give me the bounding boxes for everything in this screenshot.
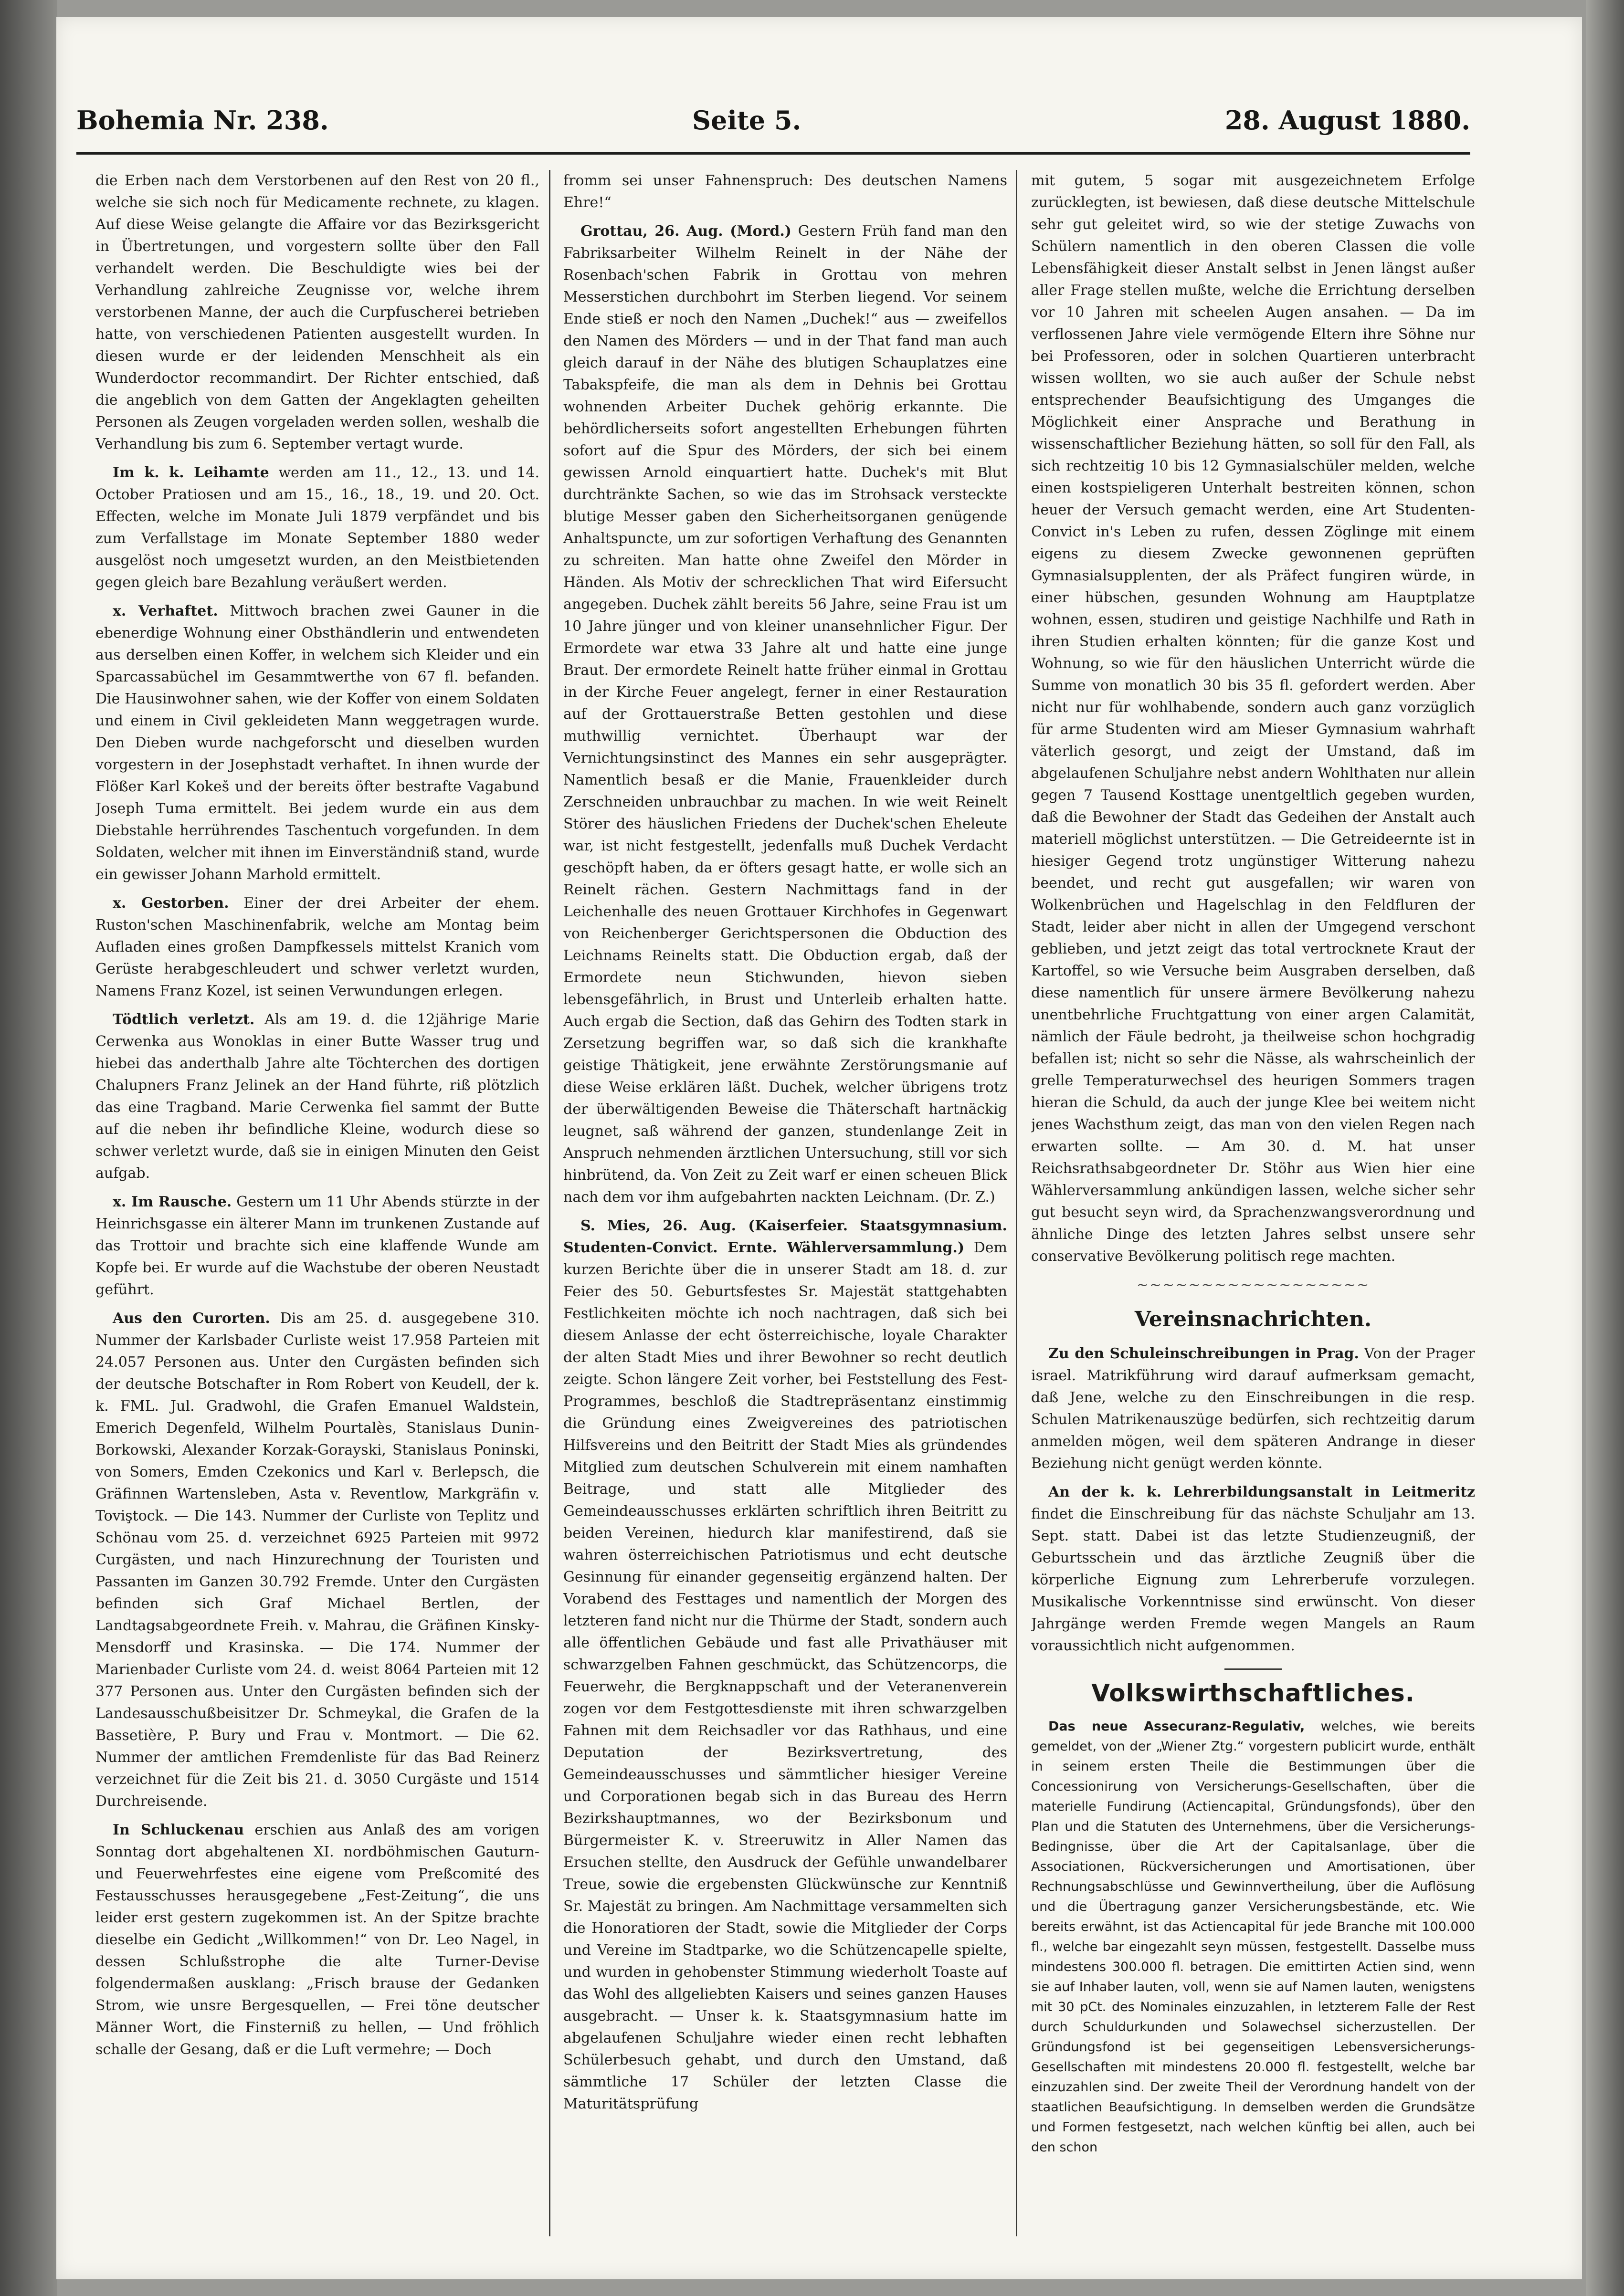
paragraph-text: mit gutem, 5 sogar mit ausgezeichnetem Erfolge zurücklegten, ist bewiesen, daß diese deutsche Mittelschule sehr gut geleitet wird, so wie der stetige Zuwachs von Schülern namentlich in den oberen Classen die volle Lebensfähigkeit dieser Anstalt selbst in Jenen längst außer aller Frage stellen mußte, welche die Errichtung derselben vor 10 Jahren mit scheelen Augen ansahen. — Da im verflossenen Jahre viele vermögende Eltern ihre Söhne nur bei Professoren, oder in solchen Quartieren unterbracht wissen wollten, wo sie auch außer der Schule nebst entsprechender Beaufsichtigung des Umganges die Möglichkeit einer Ansprache und Berathung in wissenschaftlicher Beziehung hätten, so soll für den Fall, als sich rechtzeitig 10 bis 12 Gymnasialschüler melden, welche einen kostspieligeren Unterhalt bestreiten können, schon heuer der Versuch gemacht werden, eine Art Studenten-Convict in's Leben zu rufen, dessen Zöglinge mit einem eigens zu diesem Zwecke gewonnenen geprüften Gymnasialsupplenten, der als Präfect fungiren würde, in einer hübschen, gesunden Wohnung am Hauptplatze wohnen, essen, studiren und geistige Nachhilfe und Rath in ihren Studien erhalten könnten; für die ganze Kost und Wohnung, so wie für den häuslichen Unterricht würde die Summe von monatlich 30 bis 35 fl. gefordert werden. Aber nicht nur für wohlhabende, sondern auch ganz vorzüglich für arme Studenten wird am Mieser Gymnasium wahrhaft väterlich gesorgt, und zeigt der Umstand, daß im abgelaufenen Schuljahre nebst andern Wohlthaten nur allein gegen 7 Tausend Kosttage unentgeltlich gegeben wurden, daß die Bewohner der Stadt das Gedeihen der Anstalt auch materiell möglichst unterstützen. — Die Getreideernte ist in hiesiger Gegend trotz ungünstiger Witterung nahezu beendet, und recht gut ausgefallen; wir waren von Wolkenbrüchen und Hagelschlag in den Feldfluren der Stadt, leider aber nicht in allen der Umgegend verschont geblieben, und jetzt zeigt das total vertrocknete Kraut der Kartoffel, so wie Versuche beim Ausgraben derselben, daß diese namentlich für unsere ärmere Bevölkerung nahezu unentbehrliche Fruchtgattung von einer argen Calamität, nämlich der Fäule bedroht, ja theilweise schon hochgradig befallen ist; nicht so sehr die Nässe, als wahrscheinlich der grelle Temperaturwechsel des heurigen Sommers tragen hieran die Schuld, da auch der junge Klee bei weitem nicht jenes Wachsthum zeigt, das man von den vielen Regen nach erwarten sollte. — Am 30. d. M. hat unser Reichsrathsabgeordneter Dr. Stöhr aus Wien hier eine Wählerversammlung ankündigen lassen, welche sicher sehr gut besucht seyn wird, da Sprachenzwangsverordnung und ähnliche Dinge des letzten Jahres selbst unsere sehr conservative Bevölkerung politisch rege machten. [1031, 172, 1475, 1265]
paragraph-text: Als am 19. d. die 12jährige Marie Cerwenka aus Wonoklas in einer Butte Wasser trug und hiebei das anderthalb Jahre alte Töchterchen des dortigen Chalupners Franz Jelinek an der Hand führte, riß plötzlich das eine Tragband. Marie Cerwenka fiel sammt der Butte auf die neben ihr befindliche Kleine, wodurch diese so schwer verletzt wurde, daß sie in einigen Minuten den Geist aufgab. [95, 1011, 539, 1182]
paragraph-text: findet die Einschreibung für das nächste Schuljahr am 13. Sept. statt. Dabei ist das letzte Studienzeugniß, der Geburtsschein und das ärztliche Zeugniß über die körperliche Eignung zum Lehrerberufe vorzulegen. Musikalische Vorkenntnisse sind erwünscht. Von dieser Jahrgänge werden Fremde wegen Mangels an Raum voraussichtlich nicht aufgenommen. [1031, 1506, 1475, 1654]
paragraph-lead: x. Verhaftet. [113, 603, 218, 619]
column-divider [1016, 170, 1017, 2236]
article-paragraph [95, 1308, 539, 1813]
article-paragraph [95, 1009, 539, 1185]
article-paragraph [95, 1191, 539, 1301]
paragraph-lead: Zu den Schuleinschreibungen in Prag. [1048, 1345, 1359, 1362]
paragraph-text: Gestern Früh fand man den Fabriksarbeiter Wilhelm Reinelt in der Nähe der Rosenbach'schen Fabrik in Grottau von mehren Messerstichen durchbohrt im Sterben liegend. Vor seinem Ende stieß er noch den Namen „Duchek!“ aus — zweifellos den Namen des Mörders — und in der That fand man auch gleich darauf in der Nähe des blutigen Schauplatzes eine Tabakspfeife, die man als dem in Dehnis bei Grottau wohnenden Arbeiter Duchek gehörig erkannte. Die behördlicherseits sofort angestellten Erhebungen führten sofort auf die Spur des Mörders, der sich bei einem gewissen Arnold einquartiert hatte. Duchek's mit Blut durchtränkte Sachen, so wie das im Strohsack versteckte blutige Messer gaben den Sicherheitsorganen genügende Anhaltspuncte, um zur sofortigen Verhaftung des Genannten zu schreiten. Man hatte ohne Zweifel den Mörder in Händen. Als Motiv der schrecklichen That wird Eifersucht angegeben. Duchek zählt bereits 56 Jahre, seine Frau ist um 10 Jahre jünger und von kleiner unansehnlicher Figur. Der Ermordete war etwa 33 Jahre alt und hatte eine junge Braut. Der ermordete Reinelt hatte früher einmal in Grottau in der Kirche Feuer angelegt, ferner in einer Restauration auf der Grottauerstraße Betten gestohlen und diese muthwillig vernichtet. Überhaupt war der Vernichtungsinstinct des Mannes ein sehr ausgeprägter. Namentlich besaß er die Manie, Frauenkleider durch Zerschneiden unbrauchbar zu machen. In wie weit Reinelt Störer des häuslichen Friedens der Duchek'schen Eheleute war, ist nicht festgestellt, jedenfalls muß Duchek Verdacht geschöpft haben, da er öfters gesagt hatte, er wolle sich an Reinelt rächen. Gestern Nachmittags fand in der Leichenhalle des neuen Grottauer Kirchhofes in Gegenwart von Reichenberger Gerichtspersonen die Obduction des Leichnams Reinelts statt. Die Obduction ergab, daß der Ermordete neun Stichwunden, hievon sieben lebensgefährlich, in Brust und Unterleib erhalten hatte. Auch ergab die Section, daß das Gehirn des Todten stark in Zersetzung begriffen war, so daß sich die krankhafte geistige Thätigkeit, jene erwähnte Zerstörungsmanie auf diese Weise erklären läßt. Duchek, welcher übrigens trotz der überwältigenden Beweise die Thäterschaft hartnäckig leugnet, saß während der ganzen, stundenlange Zeit in Anspruch nehmenden ärztlichen Untersuchung, still vor sich hinbrütend, da. Von Zeit zu Zeit warf er einen scheuen Blick nach dem vor ihm aufgebahrten nackten Leichnam. (Dr. Z.) [563, 223, 1007, 1206]
article-paragraph [1031, 1481, 1475, 1657]
newspaper-title: Bohemia Nr. 238. [76, 105, 329, 136]
article-paragraph [563, 220, 1007, 1208]
paragraph-lead: Im k. k. Leihamte [113, 464, 269, 481]
paragraph-text: welches, wie bereits gemeldet, von der „Wiener Ztg.“ vorgestern publicirt wurde, enthält in seinem ersten Theile die Bestimmungen über die Concessionirung von Versicherungs-Gesellschaften, über die materielle Fundirung (Actiencapital, Gründungsfonds), über den Plan und die Statuten des Unternehmens, über die Versicherungs-Bedingnisse, über die Art der Capitalsanlage, über die Associationen, Rückversicherungen und Amortisationen, über Rechnungsabschlüsse und Gewinnvertheilung, über die Auflösung und die Übertragung ganzer Versicherungsbestände, etc. Wie bereits erwähnt, ist das Actiencapital für jede Branche mit 100.000 fl., welche bar eingezahlt seyn müssen, festgestellt. Dasselbe muss mindestens 300.000 fl. betragen. Die emittirten Actien sind, wenn sie auf Inhaber lauten, voll, wenn sie auf Namen lauten, wenigstens mit 30 pCt. des Nominales einzuzahlen, in letzterem Falle der Rest durch Schuldurkunden und Solawechsel sicherzustellen. Der Gründungsfond ist bei gegenseitigen Lebensversicherungs-Gesellschaften mit mindestens 20.000 fl. festgestellt, welche bar einzuzahlen sind. Der zweite Theil der Verordnung handelt von der staatlichen Beaufsichtigung. In demselben werden die Grundsätze und Formen festgesetzt, nach welchen künftig bei allen, auch bei den schon [1031, 1719, 1475, 2155]
paragraph-lead: Aus den Curorten. [113, 1310, 270, 1327]
paragraph-lead: In Schluckenau [113, 1822, 244, 1838]
section-divider [1224, 1668, 1282, 1670]
scan-edge-left [0, 0, 57, 2296]
paragraph-text: werden am 11., 12., 13. und 14. October Pratiosen und am 15., 16., 18., 19. und 20. Oct. Effecten, welche im Monate Juli 1879 verpfändet und bis zum Verfallstage im Monate September 1880 weder ausgelöst noch umgesetzt wurden, an den Meistbietenden gegen gleich bare Bezahlung veräußert werden. [95, 464, 539, 591]
wavy-divider: ~~~~~~~~~~~~~~~~~~ [1136, 1277, 1370, 1293]
column-left [95, 170, 539, 2236]
paragraph-text: Dem kurzen Berichte über die in unserer Stadt am 18. d. zur Feier des 50. Geburtsfestes Sr. Majestät stattgehabten Festlichkeiten möchte ich noch nachtragen, daß sich bei diesem Anlasse der echt österreichische, loyale Charakter der alten Stadt Mies und ihrer Bewohner so recht deutlich zeigte. Schon längere Zeit vorher, bei Feststellung des Fest-Programmes, beschloß die Stadtrepräsentanz einstimmig die Gründung eines Zweigvereines des patriotischen Hilfsvereins und den Beitritt der Stadt Mies als gründendes Mitglied zum deutschen Schulverein mit einem namhaften Beitrage, und statt alle Mitglieder des Gemeindeausschusses erklärten schriftlich ihren Beitritt zu beiden Vereinen, hiedurch klar manifestirend, daß sie wahren österreichischen Patriotismus und echt deutsche Gesinnung für einander gegenseitig ergänzend halten. Der Vorabend des Festtages und namentlich der Morgen des letzteren fand nicht nur die Thürme der Stadt, sondern auch alle öffentlichen Gebäude und fast alle Privathäuser mit schwarzgelben Fahnen geschmückt, das Schützencorps, die Feuerwehr, die Bergknappschaft und der Veteranenverein zogen vor dem Festgottesdienste mit ihren schwarzgelben Fahnen mit dem Reichsadler vor das Rathhaus, und eine Deputation der Bezirksvertretung, des Gemeindeausschusses und sämmtlicher hiesiger Vereine und Corporationen begab sich in das Bureau des Herrn Bezirkshauptmannes, wo der Bezirksbonum und Bürgermeister K. v. Streeruwitz in Aller Namen das Ersuchen stellte, den Ausdruck der Gefühle unwandelbarer Treue, sowie die ergebensten Glückwünsche zur Kenntniß Sr. Majestät zu bringen. Am Nachmittage versammelten sich die Honoratioren der Stadt, sowie die Mitglieder der Corps und Vereine im Stadtparke, wo die Schützencapelle spielte, und wurden in gehobenster Stimmung wiederholt Toaste auf das Wohl des allgeliebten Kaisers und seines ganzen Hauses ausgebracht. — Unser k. k. Staatsgymnasium hatte im abgelaufenen Schuljahre wieder einen recht lebhaften Schülerbesuch gehabt, und durch den Umstand, daß sämmtliche 17 Schüler der letzten Classe die Maturitätsprüfung [563, 1239, 1007, 2112]
paragraph-text: Von der Prager israel. Matrikführung wird darauf aufmerksam gemacht, daß Jene, welche zu den Einschreibungen in die resp. Schulen Matrikenauszüge bedürfen, sich rechtzeitig darum anmelden mögen, weil dem späteren Andrange in dieser Beziehung nicht genügt werden könnte. [1031, 1345, 1475, 1472]
column-middle [563, 170, 1007, 2236]
article-paragraph [563, 1215, 1007, 2115]
paragraph-lead: Das neue Assecuranz-Regulativ, [1048, 1719, 1305, 1734]
article-paragraph [95, 1819, 539, 2061]
paragraph-lead: Grottau, 26. Aug. (Mord.) [580, 223, 791, 240]
column-right [1031, 170, 1475, 2236]
article-paragraph [95, 892, 539, 1002]
paragraph-lead: S. Mies, 26. Aug. (Kaiserfeier. Staatsgymnasium. Studenten-Convict. Ernte. Wählerversammlung.) [563, 1217, 1007, 1256]
issue-date: 28. August 1880. [1224, 105, 1470, 136]
paragraph-lead: An der k. k. Lehrerbildungsanstalt in Leitmeritz [1048, 1484, 1475, 1500]
paragraph-text: Mittwoch brachen zwei Gauner in die ebenerdige Wohnung einer Obsthändlerin und entwendeten aus derselben einen Koffer, in welchem sich Kleider und ein Sparcassabüchel im Gesammtwerthe von 67 fl. befanden. Die Hausinwohner sahen, wie der Koffer von einem Soldaten und einem in Civil gekleideten Mann weggetragen wurde. Den Dieben wurde nachgeforscht und dieselben wurden vorgestern in der Josephstadt verhaftet. In ihnen wurde der Flößer Karl Kokeš und der bereits öfter bestrafte Vagabund Joseph Tuma ermittelt. Bei jedem wurde ein aus dem Diebstahle herrührendes Taschentuch vorgefunden. In dem Soldaten, welcher mit ihnen im Einverständniß stand, wurde ein gewisser Johann Marhold ermittelt. [95, 603, 539, 883]
paragraph-text: Einer der drei Arbeiter der ehem. Ruston'schen Maschinenfabrik, welche am Montag beim Aufladen eines großen Dampfkessels mittelst Kranich vom Gerüste herabgeschleudert und schwer verletzt wurden, Namens Franz Kozel, ist seinen Verwundungen erlegen. [95, 895, 539, 999]
paragraph-lead: Tödtlich verletzt. [113, 1011, 255, 1028]
section-heading-volkswirthschaftliches: Volkswirthschaftliches. [1091, 1679, 1415, 1707]
article-paragraph [95, 600, 539, 886]
article-paragraph [563, 170, 1007, 214]
page-number: Seite 5. [692, 105, 801, 136]
masthead-rule [76, 152, 1470, 155]
article-paragraph [1031, 1717, 1475, 2158]
masthead [76, 95, 1470, 153]
paragraph-text: fromm sei unser Fahnenspruch: Des deutschen Namens Ehre!“ [563, 172, 1007, 211]
paragraph-text: Gestern um 11 Uhr Abends stürzte in der Heinrichsgasse ein älterer Mann im trunkenen Zustande auf das Trottoir und brachte sich eine klaffende Wunde am Kopfe bei. Er wurde auf die Wachstube der oberen Neustadt geführt. [95, 1194, 539, 1298]
paragraph-lead: x. Gestorben. [113, 895, 229, 912]
article-paragraph [95, 462, 539, 594]
column-divider [549, 170, 550, 2236]
paragraph-text: erschien aus Anlaß des am vorigen Sonntag dort abgehaltenen XI. nordböhmischen Gauturn- und Feuerwehrfestes eine eigene vom Preßcomité des Festausschusses herausgegebene „Fest-Zeitung“, die uns leider erst gestern zugekommen ist. An der Spitze brachte dieselbe ein Gedicht „Willkommen!“ von Dr. Leo Nagel, in dessen Schlußstrophe die alte Turner-Devise folgendermaßen ausklang: „Frisch brause der Gedanken Strom, wie unsre Bergesquellen, — Frei töne deutscher Männer Wort, die Finsterniß zu hellen, — Und fröhlich schalle der Gesang, daß er die Luft vermehre; — Doch [95, 1822, 539, 2058]
article-paragraph [95, 170, 539, 455]
article-paragraph [1031, 170, 1475, 1268]
article-paragraph [1031, 1343, 1475, 1475]
scan-edge-right [1586, 0, 1624, 2296]
paragraph-text: Dis am 25. d. ausgegebene 310. Nummer der Karlsbader Curliste weist 17.958 Parteien mit 24.057 Personen aus. Unter den Curgästen befinden sich der deutsche Botschafter in Rom Robert von Keudell, der k. k. FML. Jul. Gradwohl, die Grafen Emanuel Waldstein, Emerich Degenfeld, Wilhelm Pourtalès, Stanislaus Dunin-Borkowski, Alexander Korzak-Gorayski, Stanislaus Poninski, von Somers, Emden Czekonics und Karl v. Berlepsch, die Gräfinnen Wartensleben, Asta v. Reventlow, Markgräfin v. Toviştock. — Die 143. Nummer der Curliste von Teplitz und Schönau vom 25. d. verzeichnet 6925 Parteien mit 9972 Curgästen, und nach Hinzurechnung der Touristen und Passanten im Ganzen 30.792 Fremde. Unter den Curgästen befinden sich Graf Michael Bertlen, der Landtagsabgeordnete Freih. v. Mahrau, die Gräfinen Kinsky-Mensdorff und Krasinska. — Die 174. Nummer der Marienbader Curliste vom 24. d. weist 8064 Parteien mit 12 377 Personen aus. Unter den Curgästen befinden sich der Landesausschußbeisitzer Dr. Schmeykal, die Grafen de la Bassetière, P. Bury und Frau v. Montmort. — Die 62. Nummer der amtlichen Fremdenliste für das Bad Reinerz verzeichnet für die Zeit bis 21. d. 3050 Curgäste und 1514 Durchreisende. [95, 1310, 539, 1810]
section-heading-vereinsnachrichten: Vereinsnachrichten. [1134, 1307, 1372, 1331]
paragraph-text: die Erben nach dem Verstorbenen auf den Rest von 20 fl., welche sie sich noch für Medicamente rechnete, zu klagen. Auf diese Weise gelangte die Affaire vor das Bezirksgericht in Übertretungen, und vorgestern sollte über den Fall verhandelt werden. Die Beschuldigte wies bei der Verhandlung zahlreiche Zeugnisse vor, welche ihrem verstorbenen Manne, der auch die Curpfuscherei betrieben hatte, von verschiedenen Patienten ausgestellt wurden. In diesen wurde er der leidenden Menschheit als ein Wunderdoctor recommandirt. Der Richter entschied, daß die angeblich von dem Gatten der Angeklagten geheilten Personen als Zeugen vorgeladen werden sollen, weshalb die Verhandlung bis zum 6. September vertagt wurde. [95, 172, 539, 452]
paragraph-lead: x. Im Rausche. [113, 1194, 232, 1210]
